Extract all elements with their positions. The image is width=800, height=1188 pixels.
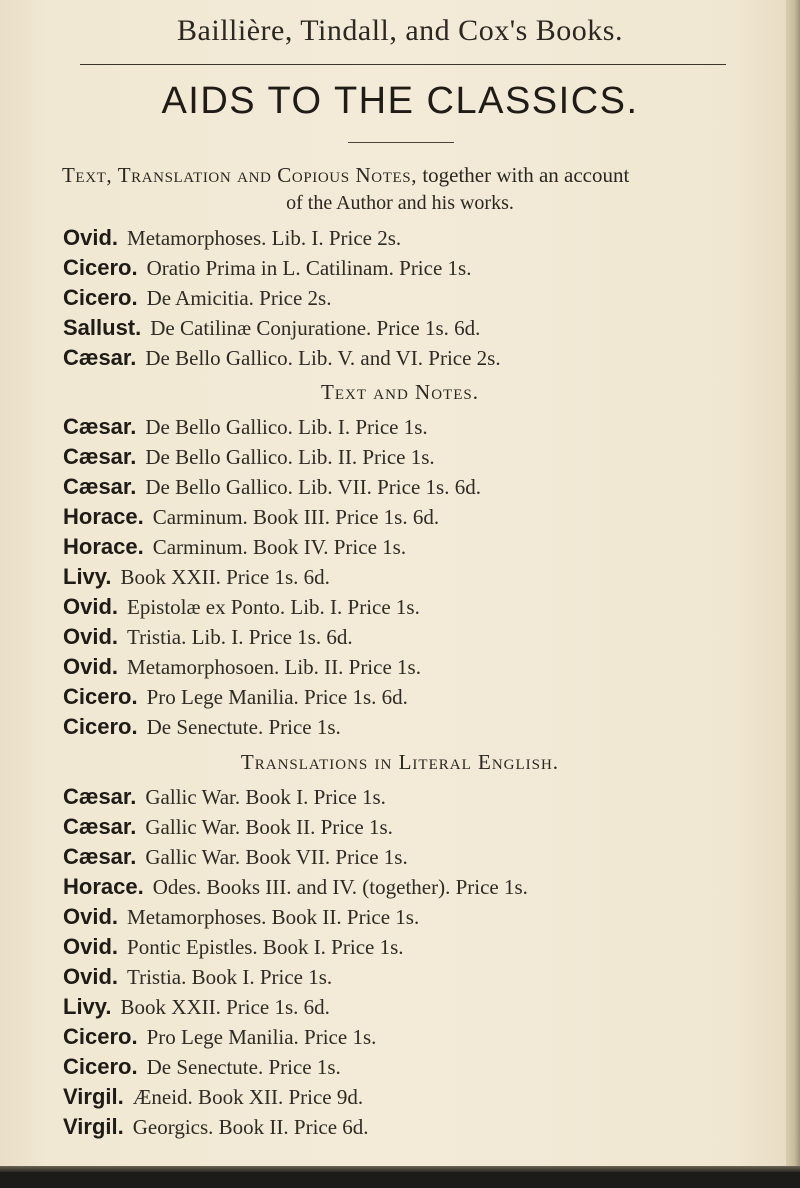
entry-author: Cicero. xyxy=(63,255,138,280)
section-heading-text-and-notes: Text and Notes. xyxy=(321,380,479,404)
entry-author: Cæsar. xyxy=(63,444,137,469)
entry-author: Cicero. xyxy=(63,285,138,310)
title-rule xyxy=(348,142,454,143)
entry-author: Ovid. xyxy=(63,904,119,929)
list-item xyxy=(63,624,353,654)
entry-author: Cicero. xyxy=(63,1054,138,1079)
list-item xyxy=(63,285,331,315)
list-item xyxy=(63,934,404,964)
entry-detail: Æneid. Book XII. Price 9d. xyxy=(132,1085,364,1109)
entry-detail: De Senectute. Price 1s. xyxy=(146,1055,341,1079)
intro-lead: Text, Translation and Copious Notes, xyxy=(62,163,418,187)
entry-detail: Metamorphoses. Lib. I. Price 2s. xyxy=(127,226,402,250)
entry-detail: Gallic War. Book I. Price 1s. xyxy=(145,785,386,809)
entry-detail: De Bello Gallico. Lib. I. Price 1s. xyxy=(145,415,428,439)
entry-author: Virgil. xyxy=(63,1084,124,1109)
entry-author: Cæsar. xyxy=(63,414,137,439)
entry-detail: Georgics. Book II. Price 6d. xyxy=(132,1115,369,1139)
entry-detail: De Bello Gallico. Lib. VII. Price 1s. 6d. xyxy=(145,475,481,499)
entry-author: Cicero. xyxy=(63,684,138,709)
page-edge-shadow xyxy=(786,0,800,1188)
list-item xyxy=(63,654,421,684)
entry-author: Cæsar. xyxy=(63,844,137,869)
entry-detail: Odes. Books III. and IV. (together). Price 1s. xyxy=(152,875,528,899)
entry-author: Ovid. xyxy=(63,654,119,679)
entry-detail: De Bello Gallico. Lib. V. and VI. Price 2s. xyxy=(145,346,501,370)
entry-author: Ovid. xyxy=(63,964,119,989)
entry-detail: De Senectute. Price 1s. xyxy=(146,715,341,739)
section-heading-translations: Translations in Literal English. xyxy=(240,750,560,774)
entry-detail: Book XXII. Price 1s. 6d. xyxy=(120,565,330,589)
list-item xyxy=(63,844,408,874)
list-item xyxy=(63,814,393,844)
entry-author: Ovid. xyxy=(63,594,119,619)
list-item xyxy=(63,345,501,375)
entry-detail: De Bello Gallico. Lib. II. Price 1s. xyxy=(145,445,435,469)
entry-detail: Oratio Prima in L. Catilinam. Price 1s. xyxy=(146,256,472,280)
entry-detail: De Amicitia. Price 2s. xyxy=(146,286,332,310)
entry-author: Cæsar. xyxy=(63,814,137,839)
intro-line-1 xyxy=(62,163,629,188)
list-item xyxy=(63,1024,376,1054)
page-title: AIDS TO THE CLASSICS. xyxy=(161,80,639,122)
intro-rest: together with an account xyxy=(417,163,630,187)
list-item xyxy=(63,1084,363,1114)
entry-detail: Carminum. Book IV. Price 1s. xyxy=(152,535,407,559)
entry-author: Cæsar. xyxy=(63,345,137,370)
entry-detail: Gallic War. Book VII. Price 1s. xyxy=(145,845,408,869)
entry-detail: Metamorphoses. Book II. Price 1s. xyxy=(127,905,420,929)
list-item xyxy=(63,534,406,564)
entry-detail: Tristia. Lib. I. Price 1s. 6d. xyxy=(127,625,353,649)
list-item xyxy=(63,784,386,814)
entry-author: Cæsar. xyxy=(63,784,137,809)
list-item xyxy=(63,225,401,255)
entry-detail: Pro Lege Manilia. Price 1s. xyxy=(146,1025,377,1049)
entry-author: Cicero. xyxy=(63,714,138,739)
entry-author: Livy. xyxy=(63,564,112,589)
list-item xyxy=(63,594,420,624)
list-item xyxy=(63,964,332,994)
entry-author: Horace. xyxy=(63,534,144,559)
entry-detail: Tristia. Book I. Price 1s. xyxy=(127,965,333,989)
entry-detail: De Catilinæ Conjuratione. Price 1s. 6d. xyxy=(150,316,481,340)
list-item xyxy=(63,1114,369,1144)
entry-detail: Epistolæ ex Ponto. Lib. I. Price 1s. xyxy=(127,595,420,619)
list-item xyxy=(63,904,419,934)
entry-author: Cæsar. xyxy=(63,474,137,499)
list-item xyxy=(63,684,408,714)
entry-author: Virgil. xyxy=(63,1114,124,1139)
list-item xyxy=(63,994,330,1024)
entry-author: Sallust. xyxy=(63,315,142,340)
entry-detail: Book XXII. Price 1s. 6d. xyxy=(120,995,330,1019)
entry-detail: Metamorphosoen. Lib. II. Price 1s. xyxy=(127,655,421,679)
header-rule xyxy=(80,64,726,65)
list-item xyxy=(63,564,330,594)
entry-author: Horace. xyxy=(63,874,144,899)
list-item xyxy=(63,315,480,345)
list-item xyxy=(63,414,428,444)
entry-author: Ovid. xyxy=(63,934,119,959)
entry-detail: Gallic War. Book II. Price 1s. xyxy=(145,815,393,839)
list-item xyxy=(63,874,528,904)
list-item xyxy=(63,714,341,744)
entry-detail: Pontic Epistles. Book I. Price 1s. xyxy=(127,935,404,959)
entry-author: Livy. xyxy=(63,994,112,1019)
list-item xyxy=(63,255,471,285)
scan-bottom-band xyxy=(0,1166,800,1188)
running-head: Baillière, Tindall, and Cox's Books. xyxy=(177,14,623,47)
entry-author: Horace. xyxy=(63,504,144,529)
entry-author: Cicero. xyxy=(63,1024,138,1049)
intro-line-2: of the Author and his works. xyxy=(286,192,514,214)
entry-author: Ovid. xyxy=(63,225,119,250)
list-item xyxy=(63,1054,341,1084)
list-item xyxy=(63,504,439,534)
entry-author: Ovid. xyxy=(63,624,119,649)
list-item xyxy=(63,444,435,474)
list-item xyxy=(63,474,481,504)
entry-detail: Carminum. Book III. Price 1s. 6d. xyxy=(152,505,440,529)
entry-detail: Pro Lege Manilia. Price 1s. 6d. xyxy=(146,685,408,709)
